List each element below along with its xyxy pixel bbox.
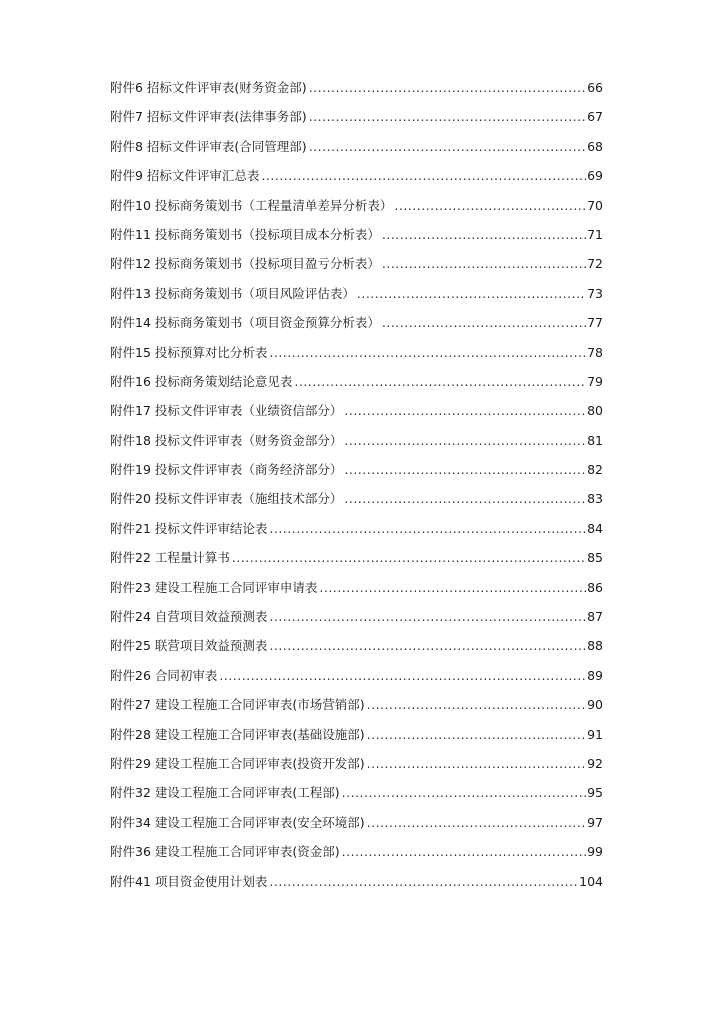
toc-entry[interactable]: [110, 372, 603, 401]
toc-entry[interactable]: [110, 783, 603, 812]
toc-entry-page-number: 90: [587, 697, 603, 713]
toc-entry-label: 附件24 自营项目效益预测表: [110, 609, 268, 625]
toc-dot-leader: [382, 313, 586, 333]
toc-dot-leader: [269, 343, 586, 363]
toc-entry[interactable]: [110, 519, 603, 548]
toc-dot-leader: [294, 372, 586, 392]
toc-entry-page-number: 91: [587, 726, 603, 742]
toc-entry-label: 附件27 建设工程施工合同评审表(市场营销部): [110, 697, 365, 713]
toc-entry-page-number: 77: [587, 315, 603, 331]
toc-dot-leader: [344, 431, 586, 451]
toc-dot-leader: [382, 254, 586, 274]
toc-entry-label: 附件14 投标商务策划书（项目资金预算分析表）: [110, 315, 380, 331]
toc-entry-label: 附件41 项目资金使用计划表: [110, 873, 268, 889]
toc-entry-label: 附件13 投标商务策划书（项目风险评估表）: [110, 285, 355, 301]
toc-dot-leader: [394, 196, 586, 216]
toc-entry-label: 附件25 联营项目效益预测表: [110, 638, 268, 654]
toc-entry-label: 附件6 招标文件评审表(财务资金部): [110, 80, 307, 95]
toc-dot-leader: [261, 166, 586, 186]
toc-entry-page-number: 83: [587, 491, 603, 507]
toc-entry[interactable]: [110, 313, 603, 342]
toc-entry-page-number: 104: [579, 873, 603, 889]
toc-entry-label: 附件23 建设工程施工合同评审申请表: [110, 579, 318, 595]
toc-entry-label: 附件26 合同初审表: [110, 667, 218, 683]
toc-entry[interactable]: [110, 431, 603, 460]
toc-entry-label: 附件12 投标商务策划书（投标项目盈亏分析表）: [110, 256, 380, 272]
toc-entry[interactable]: [110, 607, 603, 636]
toc-dot-leader: [344, 401, 586, 421]
toc-entry[interactable]: [110, 137, 603, 166]
toc-dot-leader: [269, 607, 586, 627]
toc-entry-label: 附件29 建设工程施工合同评审表(投资开发部): [110, 755, 365, 771]
toc-entry-label: 附件15 投标预算对比分析表: [110, 344, 268, 360]
toc-dot-leader: [219, 666, 586, 686]
toc-dot-leader: [269, 872, 578, 892]
toc-entry-label: 附件28 建设工程施工合同评审表(基础设施部): [110, 726, 365, 742]
toc-entry-page-number: 71: [587, 226, 603, 242]
toc-entry[interactable]: [110, 254, 603, 283]
toc-dot-leader: [367, 813, 586, 833]
toc-entry-page-number: 88: [587, 638, 603, 654]
toc-entry-page-number: 68: [587, 138, 603, 154]
toc-entry[interactable]: [110, 166, 603, 195]
toc-entry[interactable]: [110, 401, 603, 430]
toc-dot-leader: [309, 137, 586, 157]
toc-entry-page-number: 92: [587, 755, 603, 771]
toc-entry-page-number: 72: [587, 256, 603, 272]
toc-dot-leader: [269, 636, 586, 656]
toc-entry-label: 附件19 投标文件评审表（商务经济部分）: [110, 462, 343, 478]
toc-dot-leader: [357, 284, 586, 304]
toc-entry-page-number: 78: [587, 344, 603, 360]
toc-entry[interactable]: [110, 842, 603, 871]
toc-dot-leader: [344, 489, 586, 509]
toc-entry-label: 附件8 招标文件评审表(合同管理部): [110, 138, 307, 154]
toc-entry-page-number: 66: [587, 80, 603, 95]
toc-entry[interactable]: [110, 343, 603, 372]
toc-dot-leader: [232, 548, 586, 568]
toc-entry-page-number: 82: [587, 462, 603, 478]
toc-entry[interactable]: [110, 489, 603, 518]
toc-entry-label: 附件36 建设工程施工合同评审表(资金部): [110, 844, 340, 860]
toc-entry-page-number: 99: [587, 844, 603, 860]
toc-entry[interactable]: [110, 666, 603, 695]
toc-entry-page-number: 97: [587, 814, 603, 830]
toc-entry[interactable]: [110, 284, 603, 313]
toc-entry-page-number: 87: [587, 609, 603, 625]
toc-entry-page-number: 73: [587, 285, 603, 301]
toc-dot-leader: [342, 783, 586, 803]
toc-entry-label: 附件18 投标文件评审表（财务资金部分）: [110, 432, 343, 448]
toc-dot-leader: [309, 107, 586, 127]
toc-entry-page-number: 89: [587, 667, 603, 683]
toc-entry-label: 附件10 投标商务策划书（工程量清单差异分析表）: [110, 197, 393, 213]
toc-entry[interactable]: [110, 813, 603, 842]
toc-entry-page-number: 79: [587, 373, 603, 389]
toc-entry-page-number: 86: [587, 579, 603, 595]
toc-entry[interactable]: [110, 460, 603, 489]
toc-entry-label: 附件34 建设工程施工合同评审表(安全环境部): [110, 814, 365, 830]
toc-entry[interactable]: [110, 636, 603, 665]
toc-entry-label: 附件20 投标文件评审表（施组技术部分）: [110, 491, 343, 507]
toc-entry[interactable]: [110, 548, 603, 577]
toc-dot-leader: [367, 695, 586, 715]
toc-entry-label: 附件17 投标文件评审表（业绩资信部分）: [110, 403, 343, 419]
toc-dot-leader: [269, 519, 586, 539]
toc-entry[interactable]: [110, 78, 603, 107]
toc-entry[interactable]: [110, 107, 603, 136]
toc-dot-leader: [342, 842, 586, 862]
toc-dot-leader: [382, 225, 586, 245]
toc-entry-page-number: 95: [587, 785, 603, 801]
toc-entry-page-number: 69: [587, 168, 603, 184]
toc-entry[interactable]: [110, 196, 603, 225]
toc-entry-page-number: 84: [587, 520, 603, 536]
toc-entry[interactable]: [110, 754, 603, 783]
toc-entry-label: 附件11 投标商务策划书（投标项目成本分析表）: [110, 226, 380, 242]
toc-entry-page-number: 85: [587, 550, 603, 566]
toc-dot-leader: [367, 725, 586, 745]
toc-entry[interactable]: [110, 578, 603, 607]
toc-entry-label: 附件9 招标文件评审汇总表: [110, 168, 260, 184]
toc-entry-label: 附件7 招标文件评审表(法律事务部): [110, 109, 307, 125]
toc-dot-leader: [344, 460, 586, 480]
toc-entry[interactable]: [110, 872, 603, 901]
toc-entry[interactable]: [110, 225, 603, 254]
toc-dot-leader: [309, 78, 586, 98]
toc-entry[interactable]: [110, 695, 603, 724]
toc-dot-leader: [367, 754, 586, 774]
toc-entry-page-number: 81: [587, 432, 603, 448]
toc-entry[interactable]: [110, 725, 603, 754]
table-of-contents: [110, 78, 603, 901]
toc-entry-label: 附件21 投标文件评审结论表: [110, 520, 268, 536]
toc-entry-label: 附件32 建设工程施工合同评审表(工程部): [110, 785, 340, 801]
toc-dot-leader: [319, 578, 586, 598]
toc-entry-label: 附件16 投标商务策划结论意见表: [110, 373, 293, 389]
toc-entry-page-number: 80: [587, 403, 603, 419]
toc-entry-label: 附件22 工程量计算书: [110, 550, 230, 566]
toc-entry-page-number: 67: [587, 109, 603, 125]
toc-entry-page-number: 70: [587, 197, 603, 213]
